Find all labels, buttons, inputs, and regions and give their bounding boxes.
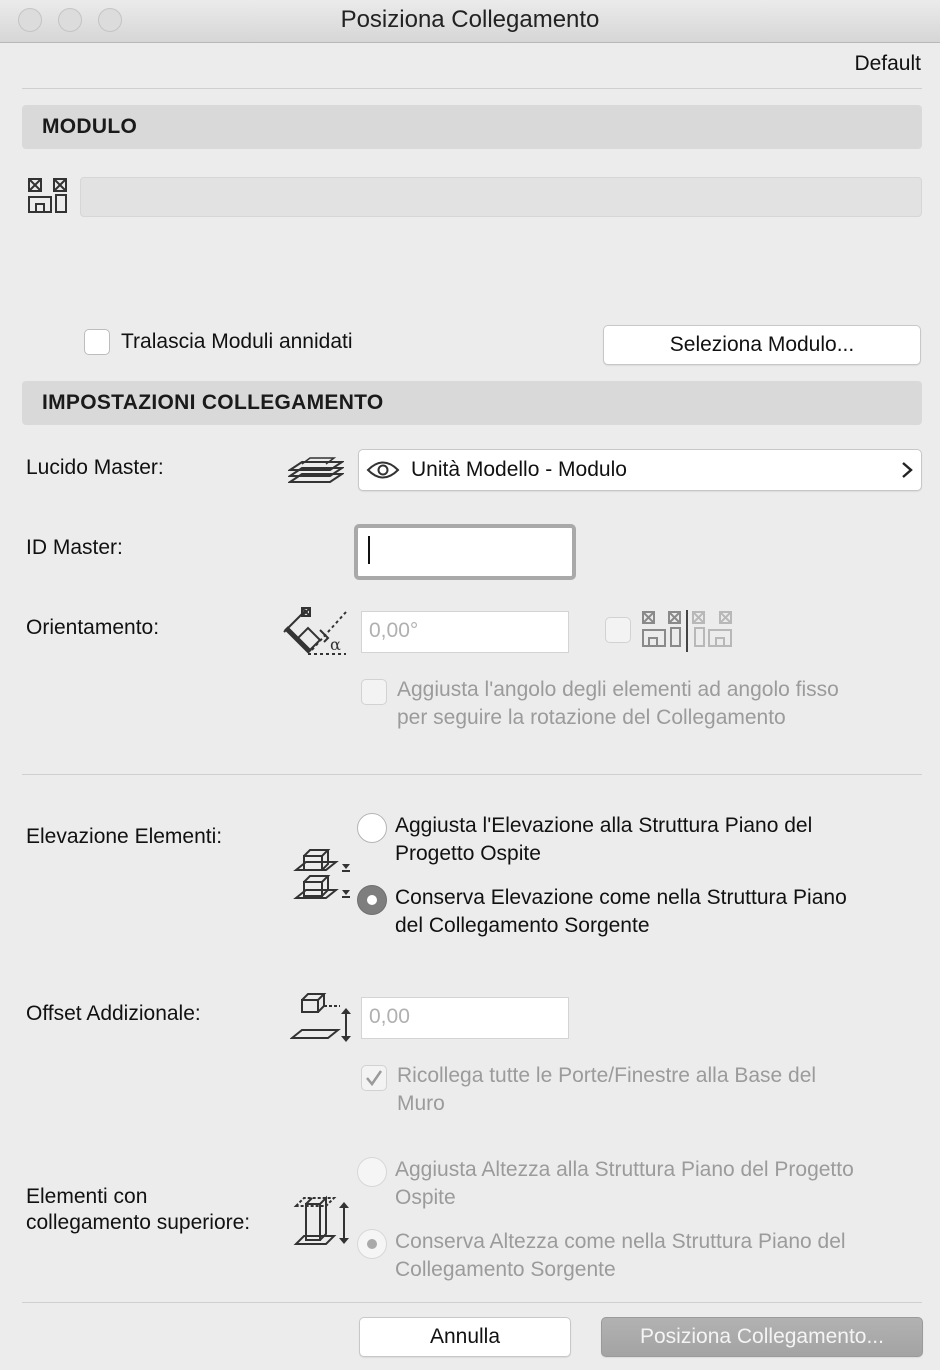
master-id-input[interactable] [354,524,576,580]
checkmark-icon [362,1066,386,1090]
svg-text:α: α [330,635,341,654]
window-title: Posiziona Collegamento [340,6,600,33]
height-adjust-host-label[interactable] [395,1156,925,1212]
master-layer-label: Lucido Master: [26,456,164,479]
elevation-adjust-host-label[interactable] [395,812,915,868]
height-opt2-line-2: Collegamento Sorgente [395,1258,616,1281]
modulo-section-header[interactable]: MODULO [22,105,922,149]
elevation-keep-source-label[interactable] [395,884,925,940]
height-adjust-host-radio[interactable] [357,1157,387,1187]
chevron-right-icon [900,461,914,479]
elevation-opt2-line-2: del Collegamento Sorgente [395,914,650,937]
offset-icon [290,992,356,1044]
divider [22,88,922,89]
reconnect-line-1: Ricollega tutte le Porte/Finestre alla Base del [397,1064,817,1087]
orientation-mirror-checkbox[interactable] [605,617,631,643]
top-linked-line-2: collegamento superiore: [26,1211,251,1234]
height-opt2-line-1: Conserva Altezza come nella Struttura Piano del [395,1230,846,1253]
divider [22,1302,922,1303]
orientation-angle-icon [280,602,350,658]
additional-offset-input[interactable]: 0,00 [361,997,569,1039]
elevation-label: Elevazione Elementi: [26,825,223,848]
height-keep-source-label[interactable] [395,1228,925,1284]
reconnect-doors-windows-checkbox[interactable] [361,1065,387,1091]
height-opt1-line-1: Aggiusta Altezza alla Struttura Piano del Progetto [395,1158,854,1181]
height-keep-source-radio[interactable] [357,1229,387,1259]
additional-offset-label: Offset Addizionale: [26,1002,201,1025]
skip-nested-modules-label[interactable]: Tralascia Moduli annidati [121,330,353,353]
elevation-opt1-line-1: Aggiusta l'Elevazione alla Struttura Piano del [395,814,813,837]
adjust-fixed-angle-line-1: Aggiusta l'angolo degli elementi ad angolo fisso [397,678,839,701]
top-linked-elements-label [26,1184,250,1236]
skip-nested-modules-checkbox[interactable] [84,329,110,355]
layers-icon [288,452,344,488]
orientation-label: Orientamento: [26,616,160,639]
reconnect-line-2: Muro [397,1092,445,1115]
master-layer-dropdown[interactable] [358,449,922,491]
reconnect-doors-windows-label[interactable] [397,1062,917,1118]
module-name-field [80,177,922,217]
adjust-fixed-angle-label[interactable] [397,676,917,732]
adjust-fixed-angle-checkbox[interactable] [361,679,387,705]
height-opt1-line-2: Ospite [395,1186,456,1209]
mirror-module-icon [641,610,735,652]
orientation-angle-input[interactable]: 0,00° [361,611,569,653]
cancel-button[interactable]: Annulla [359,1317,571,1357]
master-layer-value: Unità Modello - Modulo [411,458,627,481]
preset-default-label[interactable]: Default [854,52,921,75]
divider [22,774,922,775]
eye-icon[interactable] [366,459,400,481]
settings-section-header[interactable]: IMPOSTAZIONI COLLEGAMENTO [22,381,922,425]
top-link-height-icon [292,1192,354,1250]
top-linked-line-1: Elementi con [26,1185,148,1208]
elevation-opt2-line-1: Conserva Elevazione come nella Struttura Piano [395,886,847,909]
module-icon [27,177,69,215]
elevation-opt1-line-2: Progetto Ospite [395,842,541,865]
place-link-button[interactable]: Posiziona Collegamento... [601,1317,923,1357]
title-bar [0,0,940,43]
master-id-label: ID Master: [26,536,123,559]
text-cursor [368,536,370,564]
adjust-fixed-angle-line-2: per seguire la rotazione del Collegamento [397,706,786,729]
elevation-story-icon [292,848,354,904]
select-module-button[interactable]: Seleziona Modulo... [603,325,921,365]
elevation-adjust-host-radio[interactable] [357,813,387,843]
elevation-keep-source-radio[interactable] [357,885,387,915]
